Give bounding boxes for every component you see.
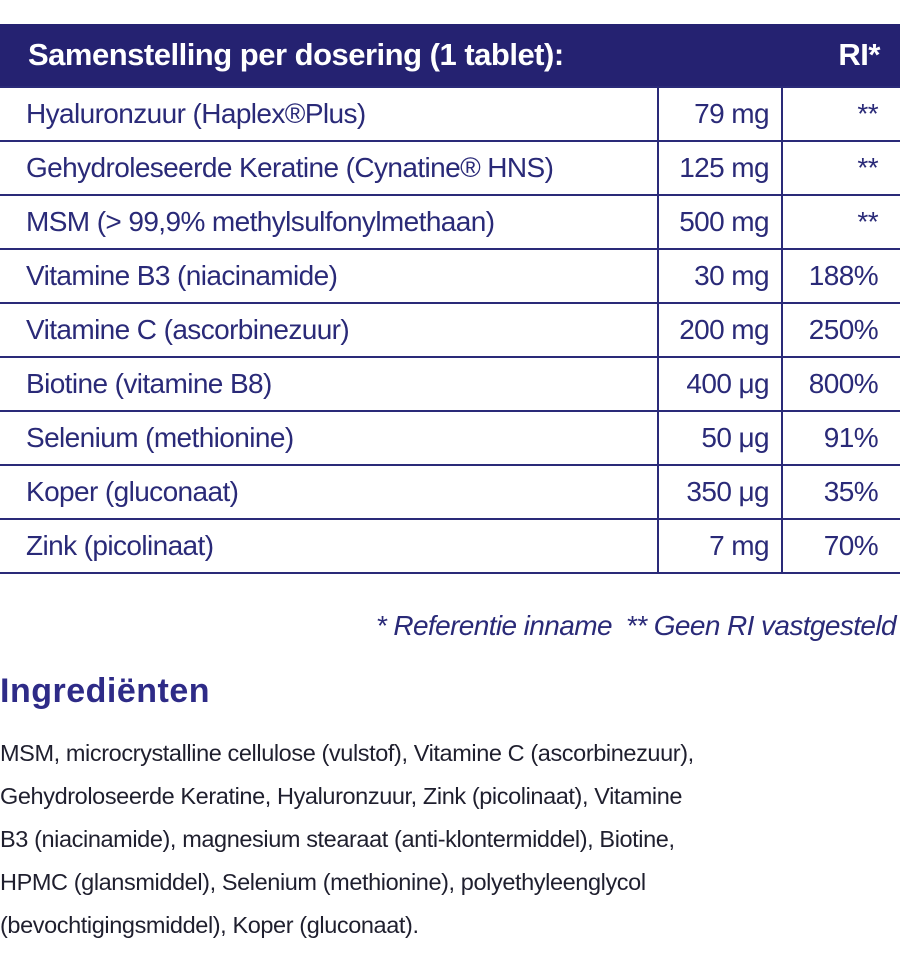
- ingredients-title: Ingrediënten: [0, 672, 211, 710]
- footnote-ri: * Referentie inname: [375, 610, 612, 641]
- ingredients-text: [0, 732, 860, 947]
- table-row: [0, 249, 900, 303]
- nutrient-amount: 125 mg: [658, 141, 782, 195]
- table-row: [0, 357, 900, 411]
- nutrient-amount: 400 μg: [658, 357, 782, 411]
- nutrient-name: MSM (> 99,9% methylsulfonylmethaan): [0, 195, 658, 249]
- nutrient-ri: 800%: [782, 357, 900, 411]
- nutrient-amount: 30 mg: [658, 249, 782, 303]
- ingredients-line: HPMC (glansmiddel), Selenium (methionine), polyethyleenglycol: [0, 869, 646, 895]
- nutrient-ri: 91%: [782, 411, 900, 465]
- nutrition-table: [0, 24, 900, 574]
- nutrient-name: Selenium (methionine): [0, 411, 658, 465]
- nutrient-ri: **: [782, 87, 900, 141]
- ingredients-line: Gehydroloseerde Keratine, Hyaluronzuur, Zink (picolinaat), Vitamine: [0, 783, 683, 809]
- nutrient-name: Biotine (vitamine B8): [0, 357, 658, 411]
- table-row: [0, 465, 900, 519]
- nutrient-amount: 500 mg: [658, 195, 782, 249]
- table-row: [0, 141, 900, 195]
- table-row: [0, 195, 900, 249]
- nutrient-amount: 7 mg: [658, 519, 782, 573]
- nutrient-ri: 35%: [782, 465, 900, 519]
- table-header-ri: RI*: [782, 24, 900, 87]
- nutrient-name: Koper (gluconaat): [0, 465, 658, 519]
- nutrient-amount: 350 μg: [658, 465, 782, 519]
- nutrient-ri: **: [782, 195, 900, 249]
- footnote: [0, 610, 900, 642]
- ingredients-line: MSM, microcrystalline cellulose (vulstof), Vitamine C (ascorbinezuur),: [0, 740, 694, 766]
- nutrient-amount: 200 mg: [658, 303, 782, 357]
- table-header-composition: Samenstelling per dosering (1 tablet):: [0, 24, 782, 87]
- table-row: [0, 303, 900, 357]
- nutrient-amount: 50 μg: [658, 411, 782, 465]
- nutrient-amount: 79 mg: [658, 87, 782, 141]
- nutrient-ri: 188%: [782, 249, 900, 303]
- nutrient-name: Zink (picolinaat): [0, 519, 658, 573]
- ingredients-line: B3 (niacinamide), magnesium stearaat (anti-klontermiddel), Biotine,: [0, 826, 675, 852]
- nutrient-name: Hyaluronzuur (Haplex®Plus): [0, 87, 658, 141]
- table-header-row: [0, 24, 900, 87]
- nutrient-name: Vitamine C (ascorbinezuur): [0, 303, 658, 357]
- nutrient-ri: 250%: [782, 303, 900, 357]
- footnote-no-ri: ** Geen RI vastgesteld: [625, 610, 896, 641]
- nutrient-ri: **: [782, 141, 900, 195]
- table-row: [0, 519, 900, 573]
- nutrient-ri: 70%: [782, 519, 900, 573]
- ingredients-line: (bevochtigingsmiddel), Koper (gluconaat).: [0, 912, 419, 938]
- table-row: [0, 87, 900, 141]
- nutrient-name: Vitamine B3 (niacinamide): [0, 249, 658, 303]
- table-row: [0, 411, 900, 465]
- nutrient-name: Gehydroleseerde Keratine (Cynatine® HNS): [0, 141, 658, 195]
